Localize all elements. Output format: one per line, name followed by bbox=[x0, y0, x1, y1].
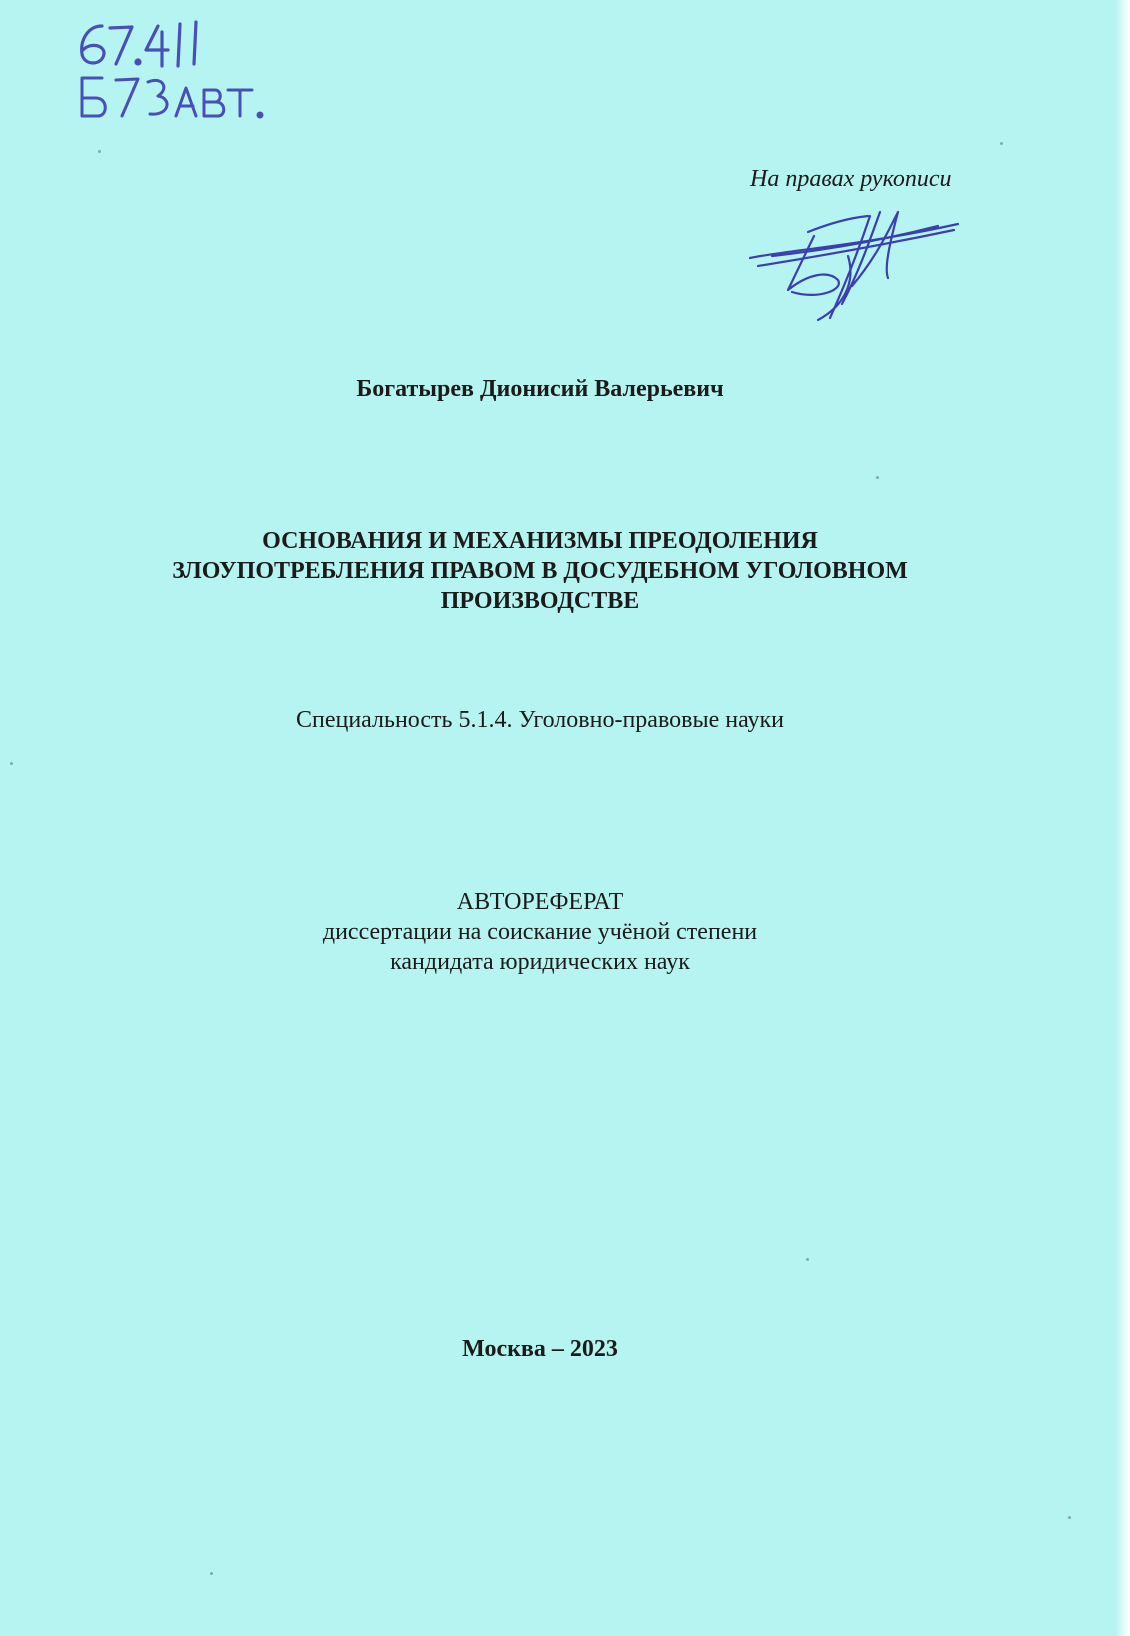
scan-edge bbox=[1116, 0, 1130, 1636]
place-and-year: Москва – 2023 bbox=[462, 1336, 618, 1362]
paper-speck bbox=[210, 1572, 213, 1575]
author-signature bbox=[748, 196, 963, 331]
title-line: ОСНОВАНИЯ И МЕХАНИЗМЫ ПРЕОДОЛЕНИЯ bbox=[262, 528, 818, 554]
handwritten-catalog-number bbox=[72, 12, 312, 122]
paper-speck bbox=[806, 1258, 809, 1261]
paper-speck bbox=[1000, 142, 1003, 145]
author-name: Богатырев Дионисий Валерьевич bbox=[356, 376, 724, 402]
abstract-heading: АВТОРЕФЕРАТ bbox=[456, 889, 624, 915]
manuscript-rights-note: На правах рукописи bbox=[750, 166, 952, 192]
signature-drawing bbox=[748, 196, 963, 331]
title-line: ЗЛОУПОТРЕБЛЕНИЯ ПРАВОМ В ДОСУДЕБНОМ УГОЛОВНОМ bbox=[172, 558, 908, 584]
paper-speck bbox=[98, 150, 101, 153]
abstract-block bbox=[0, 887, 1080, 977]
handwritten-catalog-drawing bbox=[72, 12, 312, 122]
dissertation-title bbox=[0, 526, 1080, 616]
abstract-degree-field: кандидата юридических наук bbox=[390, 949, 690, 975]
paper-speck bbox=[10, 762, 13, 765]
paper-speck bbox=[1068, 1516, 1071, 1519]
abstract-degree-line: диссертации на соискание учёной степени bbox=[322, 919, 758, 945]
paper-speck bbox=[876, 476, 879, 479]
specialty-line: Специальность 5.1.4. Уголовно-правовые науки bbox=[295, 707, 784, 733]
title-line: ПРОИЗВОДСТВЕ bbox=[440, 588, 640, 614]
